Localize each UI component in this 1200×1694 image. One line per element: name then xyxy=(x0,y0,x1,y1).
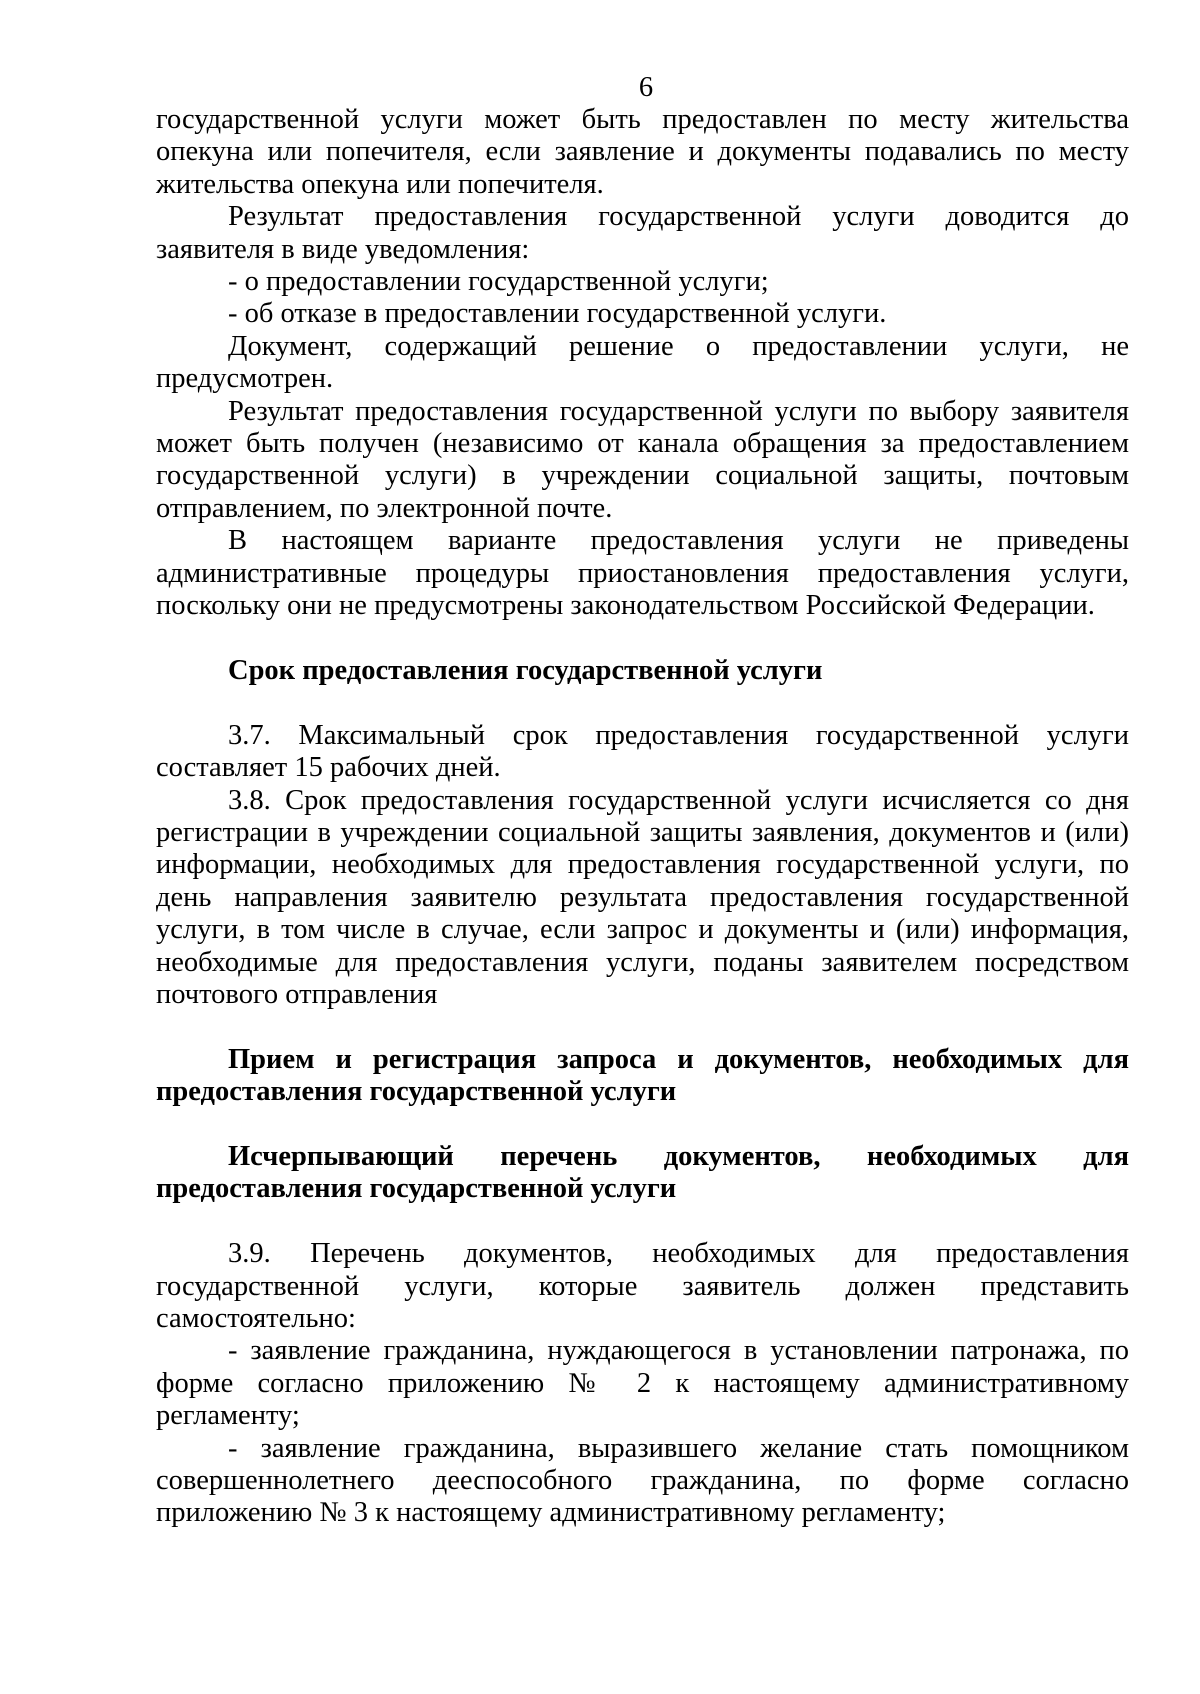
section-heading: Прием и регистрация запроса и документов, необходимых для предоставления государственной услуги xyxy=(156,1043,1129,1108)
paragraph-decision-document: Документ, содержащий решение о предоставлении услуги, не предусмотрен. xyxy=(156,330,1129,395)
paragraph-3-7: 3.7. Максимальный срок предоставления государственной услуги составляет 15 рабочих дней. xyxy=(156,719,1129,784)
spacer xyxy=(156,1206,1129,1238)
list-item: - о предоставлении государственной услуги; xyxy=(228,266,769,298)
paragraph-result-delivery: Результат предоставления государственной услуги по выбору заявителя может быть получен (независимо от канала обращения за предоставлением государственной услуги) в учреждении социальной защиты, почтовым отправлением, по электронной почте. xyxy=(156,395,1129,524)
list-item: - заявление гражданина, выразившего желание стать помощником совершеннолетнего дееспособного гражданина, по форме согласно приложению № 3 к настоящему административному регламенту; xyxy=(156,1432,1129,1529)
section-heading: Срок предоставления государственной услуги xyxy=(228,654,823,686)
section-heading: Исчерпывающий перечень документов, необходимых для предоставления государственной услуги xyxy=(156,1140,1129,1205)
spacer xyxy=(156,623,1129,655)
spacer xyxy=(156,1109,1129,1141)
spacer xyxy=(156,1011,1129,1043)
paragraph-continuation: государственной услуги может быть предоставлен по месту жительства опекуна или попечителя, если заявление и документы подавались по месту жительства опекуна или попечителя. xyxy=(156,104,1129,200)
spacer xyxy=(156,687,1129,719)
paragraph-suspension: В настоящем варианте предоставления услуги не приведены административные процедуры приостановления предоставления услуги, поскольку они не предусмотрены законодательством Российской Федерации. xyxy=(156,525,1129,622)
paragraph-3-9: 3.9. Перечень документов, необходимых для предоставления государственной услуги, которые заявитель должен представить самостоятельно: xyxy=(156,1238,1129,1334)
list-item: - об отказе в предоставлении государственной услуги. xyxy=(228,298,887,330)
document-body xyxy=(156,104,1129,1530)
paragraph-result: Результат предоставления государственной услуги доводится до заявителя в виде уведомления: xyxy=(156,201,1129,265)
list-item: - заявление гражданина, нуждающегося в установлении патронажа, по форме согласно приложению № 2 к настоящему административному регламенту; xyxy=(156,1335,1129,1432)
paragraph-3-8: 3.8. Срок предоставления государственной услуги исчисляется со дня регистрации в учреждении социальной защиты заявления, документов и (или) информации, необходимых для предоставления государственной услуги, по день направления заявителю результата предоставления государственной услуги, в том числе в случае, если запрос и документы и (или) информация, необходимые для предоставления услуги, поданы заявителем посредством почтового отправления xyxy=(156,784,1129,1010)
page-number: 6 xyxy=(638,72,654,103)
